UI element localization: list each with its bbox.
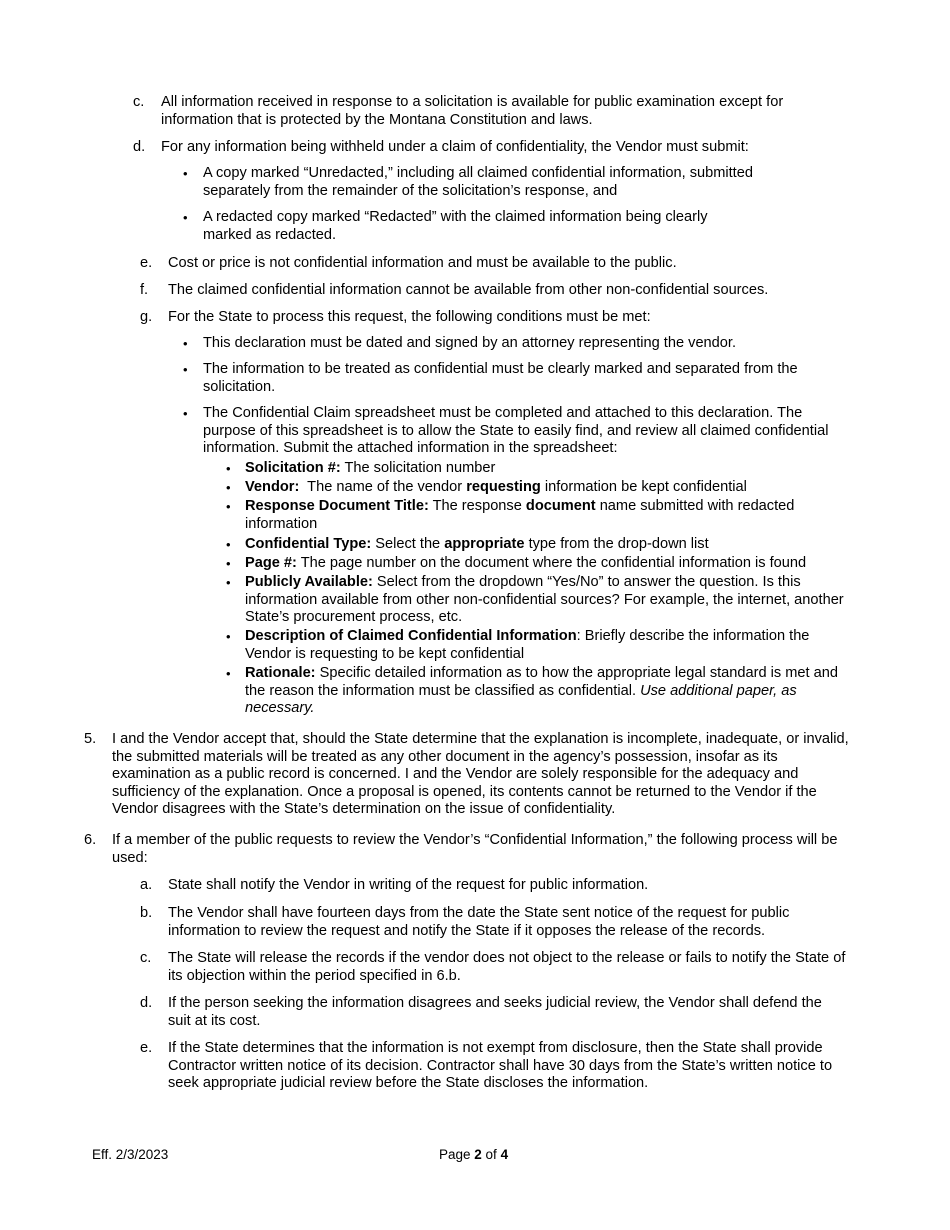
section-f-label: f. xyxy=(140,282,149,298)
field-desc: : Briefly describe the information the Vendor is requesting to be kept confidential xyxy=(245,628,810,662)
field-desc: name submitted with redacted information xyxy=(245,498,795,532)
field-bold: appropriate xyxy=(444,536,525,552)
field-bold: document xyxy=(525,498,596,514)
item-6-label: 6. xyxy=(84,832,97,848)
item-6-sub-label: a. xyxy=(140,877,153,893)
page-of: of xyxy=(481,1147,501,1162)
bullet-icon: • xyxy=(183,166,188,181)
bullet-icon: • xyxy=(183,406,188,421)
field-note: Use additional paper, as necessary. xyxy=(245,682,797,716)
section-c-label: c. xyxy=(133,94,145,110)
item-6-sub-label: d. xyxy=(140,995,153,1011)
bullet-icon: • xyxy=(226,499,231,514)
field-text xyxy=(245,574,850,627)
section-g-text: For the State to process this request, the following conditions must be met: xyxy=(168,309,651,325)
bullet-icon: • xyxy=(226,537,231,552)
field-name: Page #: xyxy=(245,555,297,571)
item-5-text: I and the Vendor accept that, should the State determine that the explanation is incomplete, inadequate, or invalid, the submitted materials will be treated as any other document in the agency’s possession, insofar as its examination as a public record is concerned. I and the Vendor are solely responsible for the adequacy and sufficiency of the explanation. Once a proposal is opened, its contents cannot be returned to the Vendor if the Vendor disagrees with the State’s determination on the issue of confidentiality. xyxy=(112,731,849,817)
section-g-bullet-text: This declaration must be dated and signed by an attorney representing the vendor. xyxy=(203,335,737,351)
section-d-bullet-text: A redacted copy marked “Redacted” with the claimed information being clearly marked as redacted. xyxy=(203,209,708,243)
section-g-label: g. xyxy=(140,309,153,325)
item-6-sub-text: State shall notify the Vendor in writing of the request for public information. xyxy=(168,877,649,893)
field-name: Confidential Type: xyxy=(245,536,372,552)
field-text xyxy=(245,536,850,554)
field-desc: The page number on the document where the confidential information is found xyxy=(296,555,807,571)
section-c-text: All information received in response to a solicitation is available for public examination except for information that is protected by the Montana Constitution and laws. xyxy=(161,94,784,128)
field-desc: Specific detailed information as to how the appropriate legal standard is met and the reason the information must be classified as confidential. xyxy=(245,665,838,699)
field-name: Solicitation #: xyxy=(245,460,341,476)
field-desc: Select from the dropdown “Yes/No” to answer the question. Is this information available from other non-confidential sources? For example, the internet, another State’s procurement process, etc. xyxy=(245,574,844,625)
field-desc: The solicitation number xyxy=(340,460,496,476)
field-text xyxy=(245,555,850,573)
field-desc: Select the xyxy=(371,536,445,552)
bullet-icon: • xyxy=(226,575,231,590)
bullet-icon: • xyxy=(183,362,188,377)
footer-effective-date: Eff. 2/3/2023 xyxy=(92,1147,169,1162)
item-6-sub-label: c. xyxy=(140,950,152,966)
section-e-text: Cost or price is not confidential information and must be available to the public. xyxy=(168,255,677,271)
field-text xyxy=(245,665,850,718)
item-5-label: 5. xyxy=(84,731,97,747)
section-g-bullet-text: The information to be treated as confidential must be clearly marked and separated from the solicitation. xyxy=(203,361,798,395)
section-d-text: For any information being withheld under a claim of confidentiality, the Vendor must submit: xyxy=(161,139,749,155)
field-bold: requesting xyxy=(466,479,541,495)
item-6-text: If a member of the public requests to review the Vendor’s “Confidential Information,” the following process will be used: xyxy=(112,832,838,866)
section-d-label: d. xyxy=(133,139,146,155)
section-e-label: e. xyxy=(140,255,153,271)
bullet-icon: • xyxy=(226,461,231,476)
section-g-bullet-text: The Confidential Claim spreadsheet must be completed and attached to this declaration. The purpose of this spreadsheet is to allow the State to easily find, and review all claimed confidential information. Submit the attached information in the spreadsheet: xyxy=(203,405,829,456)
page-current: 2 xyxy=(474,1147,482,1162)
bullet-icon: • xyxy=(183,336,188,351)
field-name: Rationale: xyxy=(245,665,316,681)
field-name: Description of Claimed Confidential Information xyxy=(245,628,577,644)
section-f-text: The claimed confidential information cannot be available from other non-confidential sources. xyxy=(168,282,769,298)
field-desc: information be kept confidential xyxy=(540,479,747,495)
footer-page-number xyxy=(439,1146,508,1164)
field-desc: The name of the vendor xyxy=(299,479,467,495)
item-6-sub-label: b. xyxy=(140,905,153,921)
bullet-icon: • xyxy=(226,666,231,681)
section-d-bullet-text: A copy marked “Unredacted,” including all claimed confidential information, submitted separately from the remainder of the solicitation’s response, and xyxy=(203,165,753,199)
bullet-icon: • xyxy=(226,629,231,644)
page-prefix: Page xyxy=(439,1147,475,1162)
bullet-icon: • xyxy=(226,480,231,495)
field-name: Vendor: xyxy=(245,479,300,495)
item-6-sub-label: e. xyxy=(140,1040,153,1056)
field-name: Publicly Available: xyxy=(245,574,373,590)
item-6-sub-text: If the State determines that the information is not exempt from disclosure, then the State shall provide Contractor written notice of its decision. Contractor shall have 30 days from the State’s written notice to seek appropriate judicial review before the State discloses the information. xyxy=(168,1040,833,1091)
field-desc: The response xyxy=(428,498,526,514)
field-name: Response Document Title: xyxy=(245,498,429,514)
bullet-icon: • xyxy=(226,556,231,571)
field-text xyxy=(245,628,850,663)
item-6-sub-text: If the person seeking the information disagrees and seeks judicial review, the Vendor shall defend the suit at its cost. xyxy=(168,995,822,1029)
bullet-icon: • xyxy=(183,210,188,225)
field-text xyxy=(245,460,850,478)
item-6-sub-text: The Vendor shall have fourteen days from the date the State sent notice of the request for public information to review the request and notify the State if it opposes the release of the records. xyxy=(168,905,790,939)
field-desc: type from the drop-down list xyxy=(524,536,709,552)
field-text xyxy=(245,479,850,497)
item-6-sub-text: The State will release the records if the vendor does not object to the release or fails to notify the State of its objection within the period specified in 6.b. xyxy=(168,950,846,984)
field-text xyxy=(245,498,850,533)
page-total: 4 xyxy=(500,1147,509,1162)
